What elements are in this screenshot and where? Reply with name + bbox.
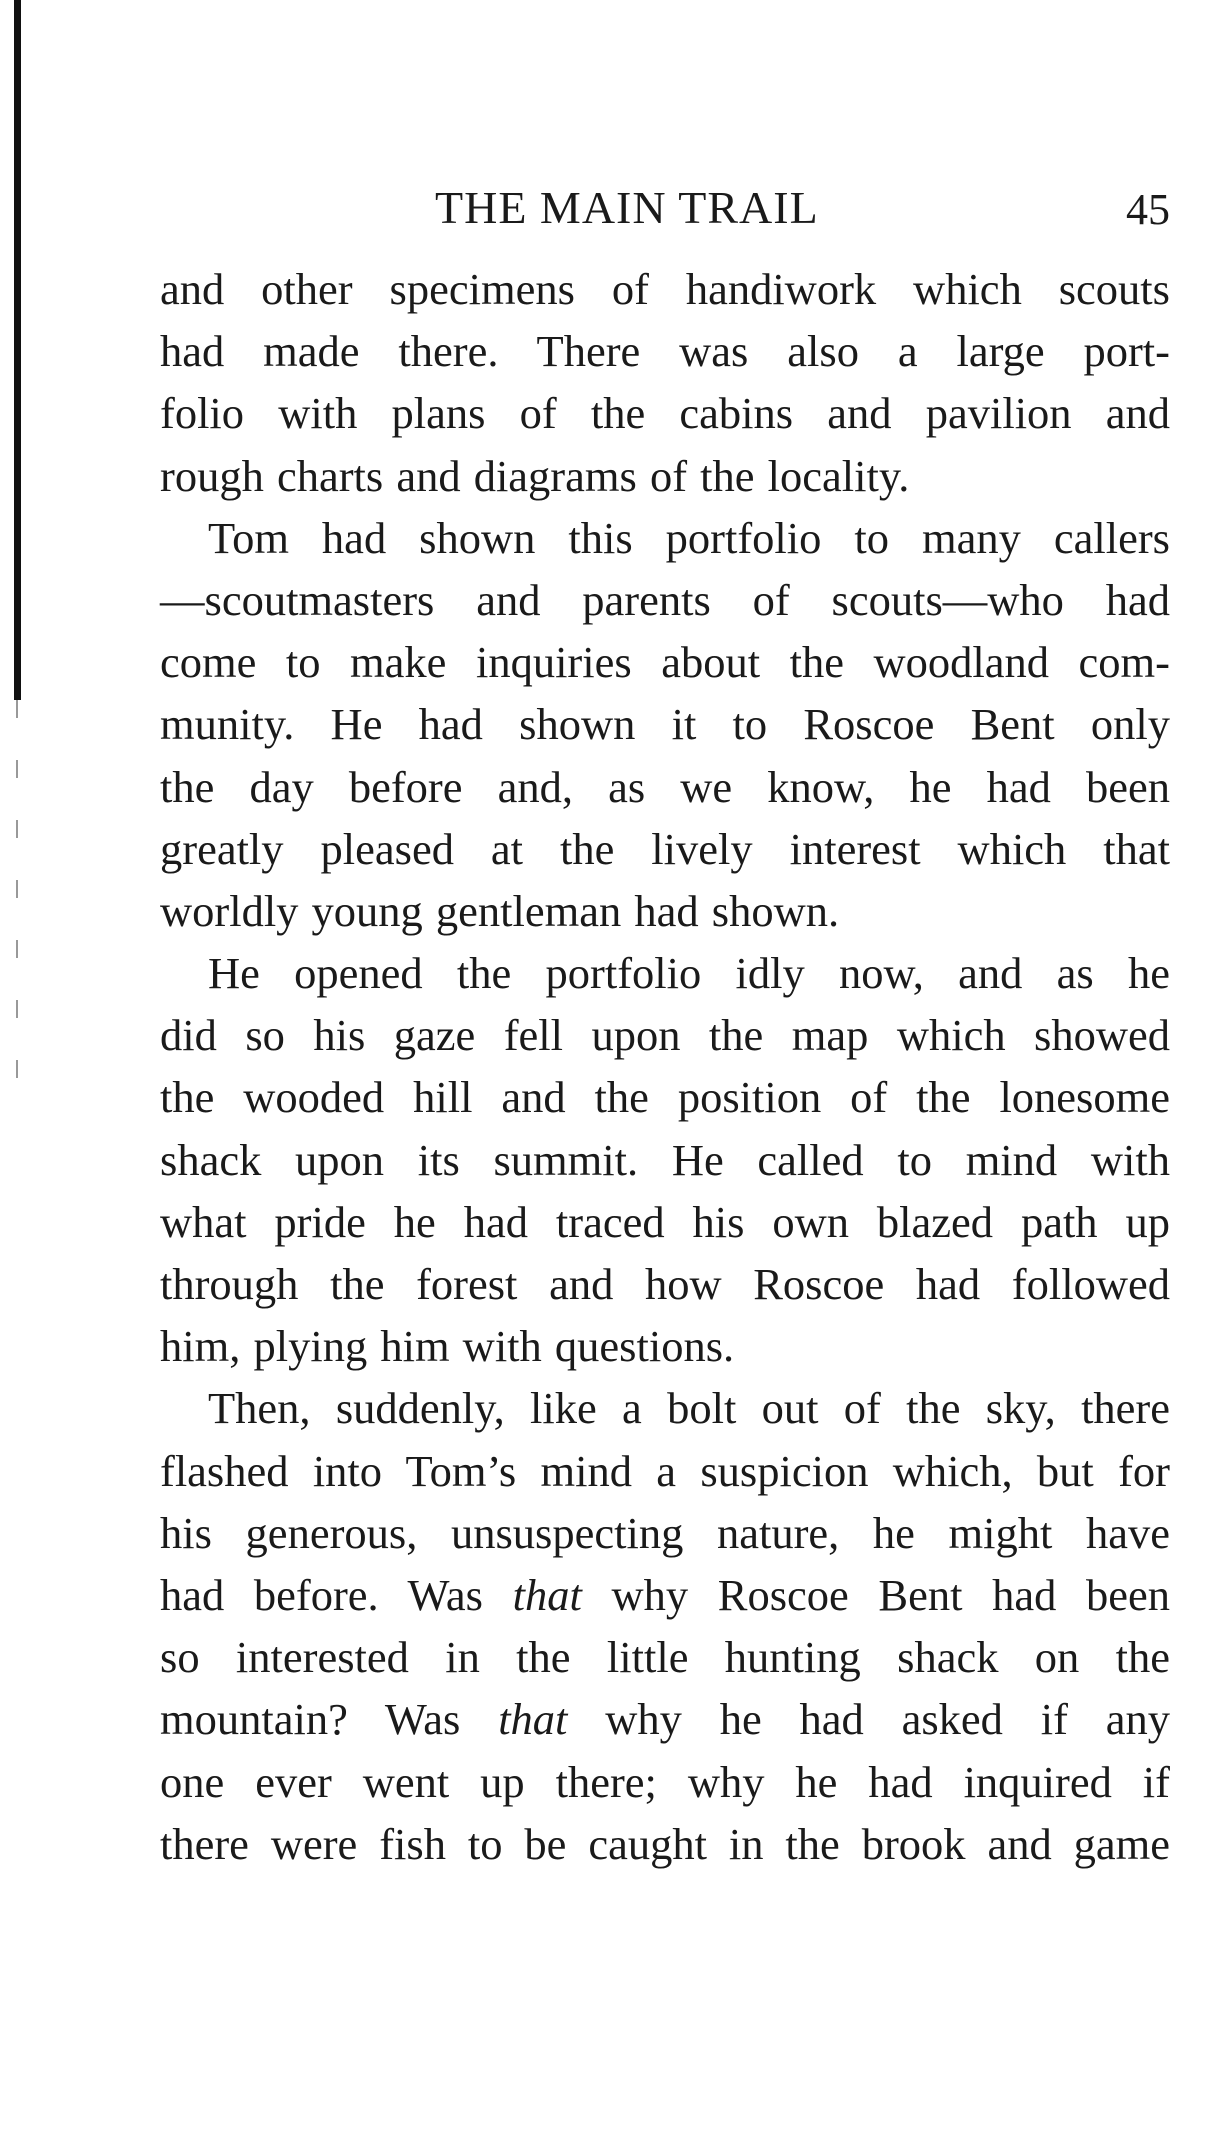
body-text — [160, 258, 1170, 1875]
text-line: worldly young gentleman had shown. — [160, 885, 840, 936]
text-line: had made there. There was also a large port- — [160, 326, 1170, 377]
text-line: flashed into Tom’s mind a suspicion which, but for — [160, 1445, 1170, 1496]
text-run: why Roscoe Bent had been — [581, 1569, 1170, 1620]
text-line: the wooded hill and the position of the lonesome — [160, 1072, 1170, 1123]
binding-edge-faint-marks — [16, 700, 18, 1080]
text-line: there were fish to be caught in the brook and game — [160, 1818, 1170, 1869]
text-line: through the forest and how Roscoe had followed — [160, 1259, 1170, 1309]
text-line: the day before and, as we know, he had been — [160, 761, 1170, 812]
text-line: folio with plans of the cabins and pavilion and — [160, 388, 1170, 439]
page-number: 45 — [1126, 185, 1170, 234]
text-line: come to make inquiries about the woodland com- — [160, 637, 1170, 688]
text-line: so interested in the little hunting shack on the — [160, 1632, 1170, 1683]
paragraph-4 — [160, 1377, 1170, 1875]
binding-edge-shadow — [14, 0, 21, 700]
text-line: him, plying him with questions. — [160, 1321, 735, 1372]
text-line-with-italic — [160, 1688, 1170, 1750]
text-line: one ever went up there; why he had inquired if — [160, 1756, 1170, 1807]
text-run: why he had asked if any — [567, 1694, 1170, 1745]
running-head — [160, 178, 1170, 238]
text-line: rough charts and diagrams of the locality. — [160, 450, 910, 501]
running-title: THE MAIN TRAIL — [435, 182, 819, 233]
paragraph-2 — [160, 507, 1170, 942]
italic-emphasis: that — [512, 1569, 582, 1620]
text-line: He opened the portfolio idly now, and as he — [208, 948, 1170, 999]
text-line: munity. He had shown it to Roscoe Bent only — [160, 699, 1170, 750]
text-line: greatly pleased at the lively interest which that — [160, 823, 1170, 874]
text-run: mountain? Was — [160, 1694, 499, 1745]
text-line: —scoutmasters and parents of scouts—who had — [160, 574, 1170, 625]
text-run: had before. Was — [160, 1569, 513, 1620]
text-line: what pride he had traced his own blazed path up — [160, 1196, 1170, 1247]
text-line: shack upon its summit. He called to mind with — [160, 1134, 1170, 1185]
text-line: Tom had shown this portfolio to many callers — [208, 512, 1170, 563]
italic-emphasis: that — [498, 1694, 568, 1745]
paragraph-1 — [160, 258, 1170, 507]
text-line: his generous, unsuspecting nature, he might have — [160, 1507, 1170, 1558]
text-line: did so his gaze fell upon the map which showed — [160, 1010, 1170, 1061]
paragraph-3 — [160, 942, 1170, 1377]
text-line-with-italic — [160, 1564, 1170, 1626]
text-line: Then, suddenly, like a bolt out of the sky, there — [208, 1383, 1170, 1434]
text-line: and other specimens of handiwork which scouts — [160, 264, 1170, 314]
